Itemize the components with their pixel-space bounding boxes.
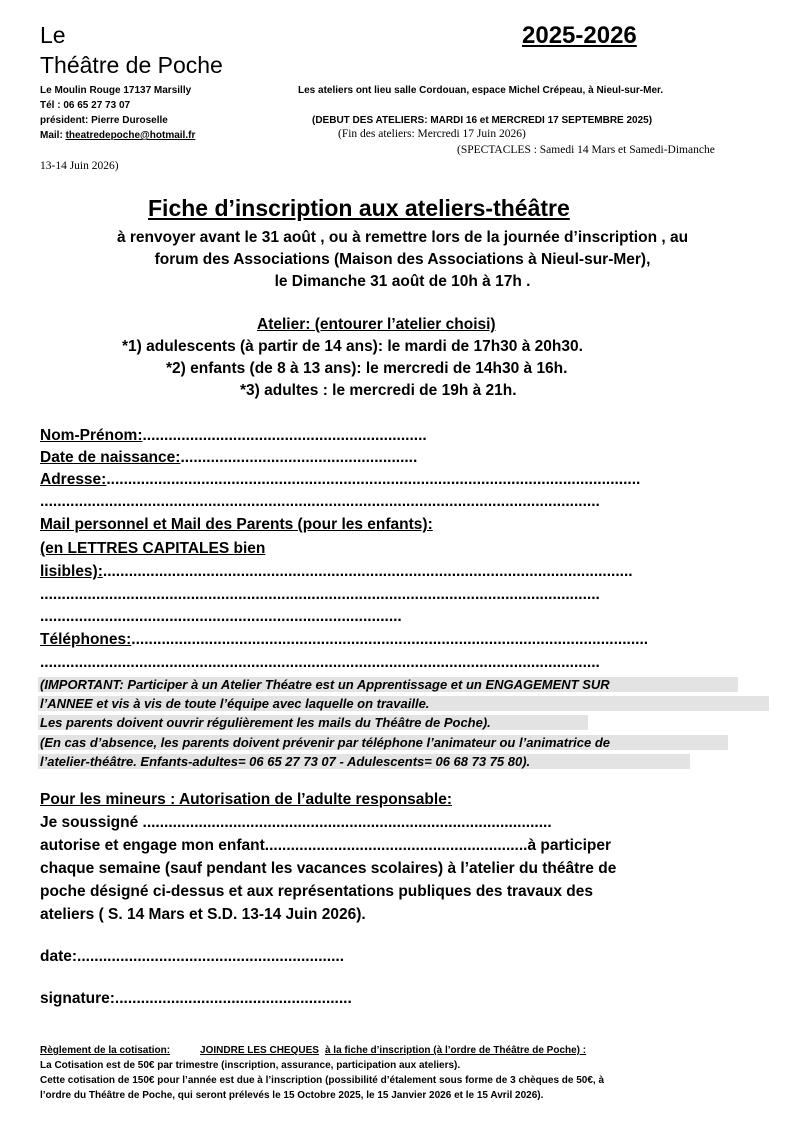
important-line-4: (En cas d’absence, les parents doivent prévenir par téléphone l’animateur ou l’animatrice de xyxy=(38,735,728,750)
telephones-field-line2[interactable]: .................................................................................................................................. xyxy=(40,654,600,671)
mail-field-line3[interactable]: .................................................................................... xyxy=(40,608,402,625)
telephones-dots: ........................................................................................................................ xyxy=(131,631,649,648)
autorisation-line-4: poche désigné ci-dessus et aux représentations publiques des travaux des xyxy=(40,883,594,900)
adresse-field-line2[interactable]: .................................................................................................................................. xyxy=(40,493,600,510)
adresse-label: Adresse: xyxy=(40,471,107,488)
shows-dates: (SPECTACLES : Samedi 14 Mars et Samedi-Dimanche xyxy=(457,144,715,156)
intro-line-2: forum des Associations (Maison des Associations à Nieul-sur-Mer), xyxy=(154,251,651,268)
president: président: Pierre Duroselle xyxy=(40,115,168,126)
autorisation-line-1[interactable]: Je soussigné ............................................................................................... xyxy=(40,814,552,831)
workshop-end: (Fin des ateliers: Mercredi 17 Juin 2026) xyxy=(338,128,526,140)
workshop-start: (DEBUT DES ATELIERS: MARDI 16 et MERCREDI 17 SEPTEMBRE 2025) xyxy=(312,115,653,126)
telephones-label: Téléphones: xyxy=(40,631,132,648)
autorisation-line-3: chaque semaine (sauf pendant les vacances scolaires) à l’atelier du théâtre de xyxy=(40,860,617,877)
nom-dots: .................................................................. xyxy=(142,427,427,444)
intro-line-3: le Dimanche 31 août de 10h à 17h . xyxy=(274,273,531,290)
telephones-field[interactable] xyxy=(40,631,764,649)
mail-field-line2[interactable]: .................................................................................................................................. xyxy=(40,586,600,603)
naissance-dots: ....................................................... xyxy=(180,449,418,466)
naissance-label: Date de naissance: xyxy=(40,449,181,466)
mail-line xyxy=(40,130,195,141)
nom-field[interactable] xyxy=(40,427,427,445)
mail-link[interactable]: theatredepoche@hotmail.fr xyxy=(65,130,196,141)
nom-label: Nom-Prénom: xyxy=(40,427,143,444)
lisibles-label: lisibles): xyxy=(40,563,103,580)
theatre-name-line2: Théâtre de Poche xyxy=(40,52,223,78)
atelier-option-3[interactable]: *3) adultes : le mercredi de 19h à 21h. xyxy=(240,382,517,399)
important-line-3: Les parents doivent ouvrir régulièrement les mails du Théâtre de Poche). xyxy=(38,715,588,730)
address: Le Moulin Rouge 17137 Marsilly xyxy=(40,85,192,96)
mail-field[interactable] xyxy=(40,563,764,581)
signature-field[interactable]: signature:....................................................... xyxy=(40,990,352,1007)
footer-line-3: Cette cotisation de 150€ pour l’année est due à l’inscription (possibilité d’étalement sous forme de 3 chèques de 50€, à xyxy=(40,1075,605,1086)
joindre-label: JOINDRE LES CHEQUES xyxy=(200,1045,319,1056)
reglement-label: Règlement de la cotisation: xyxy=(40,1045,171,1056)
footer-line-4: l’ordre du Théâtre de Poche, qui seront prélevés le 15 Octobre 2025, le 15 Janvier 2026 et le 15 Avril 2026). xyxy=(40,1090,544,1101)
form-title: Fiche d’inscription aux ateliers-théâtre xyxy=(148,195,570,221)
important-line-1: (IMPORTANT: Participer à un Atelier Théatre est un Apprentissage et un ENGAGEMENT SUR xyxy=(38,677,738,692)
autorisation-line-5: ateliers ( S. 14 Mars et S.D. 13-14 Juin 2026). xyxy=(40,906,366,923)
adresse-field[interactable] xyxy=(40,471,764,489)
intro-line-1: à renvoyer avant le 31 août , ou à remettre lors de la journée d’inscription , au xyxy=(116,229,689,246)
footer-line-2: La Cotisation est de 50€ par trimestre (inscription, assurance, participation aux ateliers). xyxy=(40,1060,461,1071)
mail-field-label: Mail personnel et Mail des Parents (pour les enfants): xyxy=(40,516,433,533)
important-line-2: l’ANNEE et vis à vis de toute l’équipe avec laquelle on travaille. xyxy=(38,696,769,711)
date-field[interactable]: date:.............................................................. xyxy=(40,948,345,965)
atelier-heading: Atelier: (entourer l’atelier choisi) xyxy=(257,316,496,333)
mail-label: Mail: xyxy=(40,130,66,141)
atelier-option-1[interactable]: *1) adulescents (à partir de 14 ans): le mardi de 17h30 à 20h30. xyxy=(122,338,583,355)
autorisation-heading: Pour les mineurs : Autorisation de l’adulte responsable: xyxy=(40,791,452,808)
capitales-label: (en LETTRES CAPITALES bien xyxy=(40,540,266,557)
workshop-location: Les ateliers ont lieu salle Cordouan, espace Michel Crépeau, à Nieul-sur-Mer. xyxy=(298,85,664,96)
mail-dots: ........................................................................................................................... xyxy=(102,563,633,580)
adresse-dots: ............................................................................................................................ xyxy=(106,471,641,488)
shows-dates-cont: 13-14 Juin 2026) xyxy=(40,160,119,172)
autorisation-line-2[interactable]: autorise et engage mon enfant.............................................................à participer xyxy=(40,837,612,854)
atelier-option-2[interactable]: *2) enfants (de 8 à 13 ans): le mercredi de 14h30 à 16h. xyxy=(166,360,568,377)
ordre-label: à la fiche d’inscription (à l’ordre de Théâtre de Poche) : xyxy=(324,1045,587,1056)
important-line-5: l’atelier-théâtre. Enfants-adultes= 06 65 27 73 07 - Adulescents= 06 68 73 75 80). xyxy=(38,754,690,769)
naissance-field[interactable] xyxy=(40,449,417,467)
theatre-name-line1: Le xyxy=(40,22,66,48)
footer-line-1 xyxy=(40,1045,586,1056)
season-year: 2025-2026 xyxy=(522,22,637,49)
telephone: Tél : 06 65 27 73 07 xyxy=(40,100,131,111)
